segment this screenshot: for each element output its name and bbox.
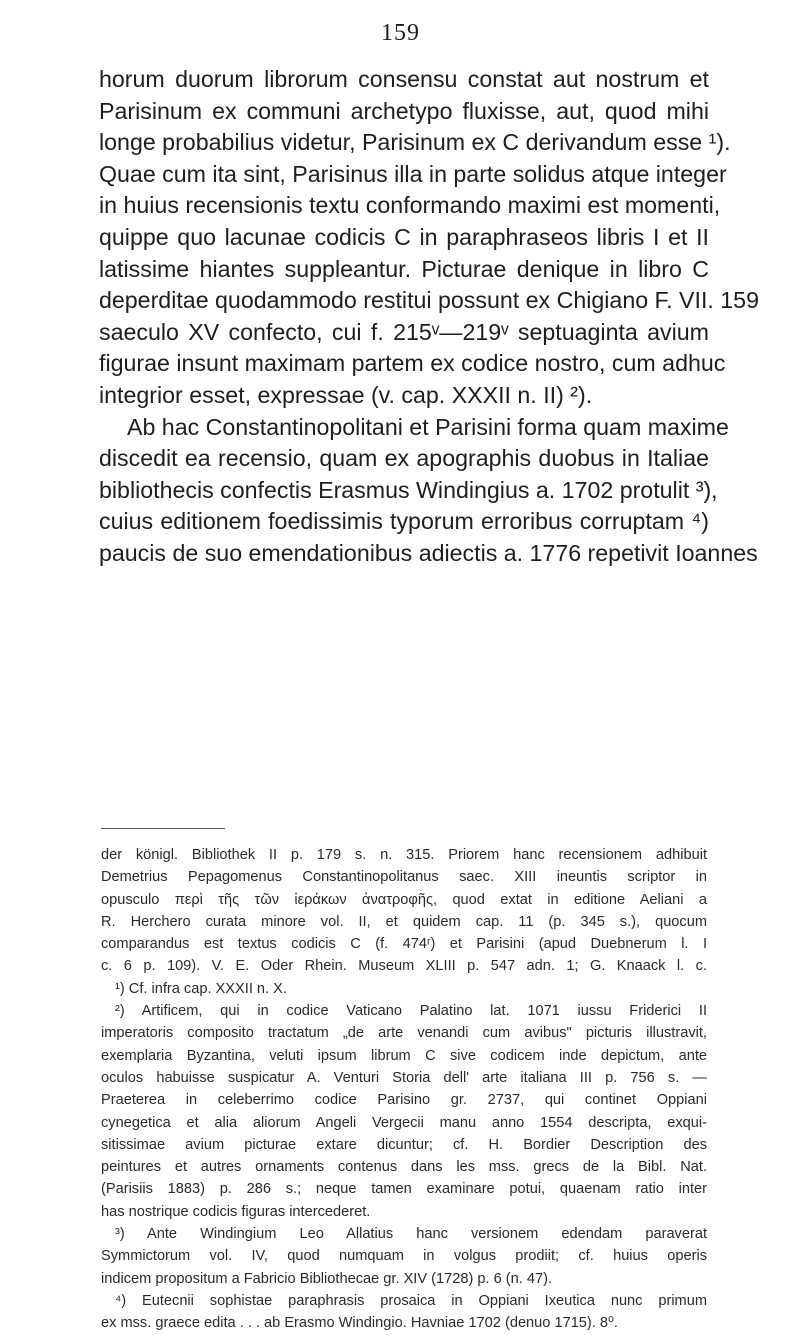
footnote-separator — [101, 828, 225, 829]
footnote-line: exemplaria Byzantina, veluti ipsum librum C sive codicem inde depictum, ante — [101, 1047, 707, 1064]
footnote-line: sitissimae avium picturae extare dicuntur; cf. H. Bordier Description des — [101, 1136, 707, 1153]
body-line: saeculo XV confecto, cui f. 215ᵛ—219ᵛ septuaginta avium — [99, 318, 709, 345]
footnote-line: Praeterea in celeberrimo codice Parisino gr. 2737, qui continet Oppiani — [101, 1092, 707, 1109]
body-text — [99, 64, 759, 570]
footnote-line: peintures et autres ornaments contenus dans les mss. grecs de la Bibl. Nat. — [101, 1159, 707, 1176]
page-number: 159 — [381, 20, 420, 46]
footnote-line: imperatoris composito tractatum „de arte venandi cum avibus" picturis illustravit, — [101, 1025, 707, 1042]
footnote-line: has nostrique codicis figuras intercederet. — [101, 1203, 371, 1220]
footnote-line: (Parisiis 1883) p. 286 s.; neque tamen examinare potui, quaenam ratio inter — [101, 1181, 707, 1198]
footnote-line: R. Herchero curata minore vol. II, et quidem cap. 11 (p. 345 s.), quocum — [101, 913, 707, 930]
footnote-line: indicem propositum a Fabricio Bibliothecae gr. XIV (1728) p. 6 (n. 47). — [101, 1270, 553, 1287]
footnote-line: ⁴) Eutecnii sophistae paraphrasis prosaica in Oppiani Ixeutica nunc primum — [115, 1292, 707, 1309]
body-line: in huius recensionis textu conformando maximi est momenti, — [99, 192, 721, 219]
body-line: figurae insunt maximam partem ex codice nostro, cum adhuc — [99, 350, 726, 377]
body-line: discedit ea recensio, quam ex apographis duobus in Italiae — [99, 445, 709, 472]
footnote-line: cynegetica et alia aliorum Angeli Vergecii manu anno 1554 descripta, exqui- — [101, 1114, 707, 1131]
footnote-line: ex mss. graece edita . . . ab Erasmo Windingio. Havniae 1702 (denuo 1715). 8⁰. — [101, 1315, 618, 1332]
footnote-line: oculos habuisse suspicatur A. Venturi Storia dell' arte italiana III p. 756 s. — — [101, 1069, 707, 1086]
body-line: Parisinum ex communi archetypo fluxisse, aut, quod mihi — [99, 97, 709, 124]
footnote-line: der königl. Bibliothek II p. 179 s. n. 315. Priorem hanc recensionem adhibuit — [101, 847, 707, 863]
body-line: integrior esset, expressae (v. cap. XXXII n. II) ²). — [99, 381, 593, 408]
body-line: horum duorum librorum consensu constat aut nostrum et — [99, 66, 709, 92]
body-line: Quae cum ita sint, Parisinus illa in parte solidus atque integer — [99, 160, 727, 187]
body-line: quippe quo lacunae codicis C in paraphraseos libris I et II — [99, 223, 709, 250]
body-line: bibliothecis confectis Erasmus Windingius a. 1702 protulit ³), — [99, 476, 718, 503]
footnote-line: ²) Artificem, qui in codice Vaticano Palatino lat. 1071 iussu Friderici II — [115, 1003, 707, 1020]
body-line: paucis de suo emendationibus adiectis a. 1776 repetivit Ioannes — [99, 539, 758, 566]
footnote-line: Symmictorum vol. IV, quod numquam in volgus prodiit; cf. huius operis — [101, 1248, 707, 1265]
footnote-line: c. 6 p. 109). V. E. Oder Rhein. Museum XLIII p. 547 adn. 1; G. Knaack l. c. — [101, 958, 707, 975]
body-line: cuius editionem foedissimis typorum erroribus corruptam ⁴) — [99, 508, 709, 535]
footnote-line: comparandus est textus codicis C (f. 474ʳ) et Parisini (apud Duebnerum l. I — [101, 936, 707, 953]
body-line: longe probabilius videtur, Parisinum ex C derivandum esse ¹). — [99, 129, 731, 156]
footnote-line: ¹) Cf. infra cap. XXXII n. X. — [115, 980, 287, 997]
footnote-line: opusculo περὶ τῆς τῶν ἱεράκων ἀνατροφῆς, quod extat in editione Aeliani a — [101, 891, 707, 908]
footnote-line: Demetrius Pepagomenus Constantinopolitanus saec. XIII ineuntis scriptor in — [101, 869, 707, 886]
footnotes — [101, 844, 707, 1335]
body-line: Ab hac Constantinopolitani et Parisini forma quam maxime — [127, 413, 729, 440]
body-line: latissime hiantes suppleantur. Picturae denique in libro C — [99, 255, 709, 282]
footnote-line: ³) Ante Windingium Leo Allatius hanc versionem edendam paraverat — [115, 1226, 707, 1243]
body-line: deperditae quodammodo restitui possunt ex Chigiano F. VII. 159 — [99, 287, 759, 314]
